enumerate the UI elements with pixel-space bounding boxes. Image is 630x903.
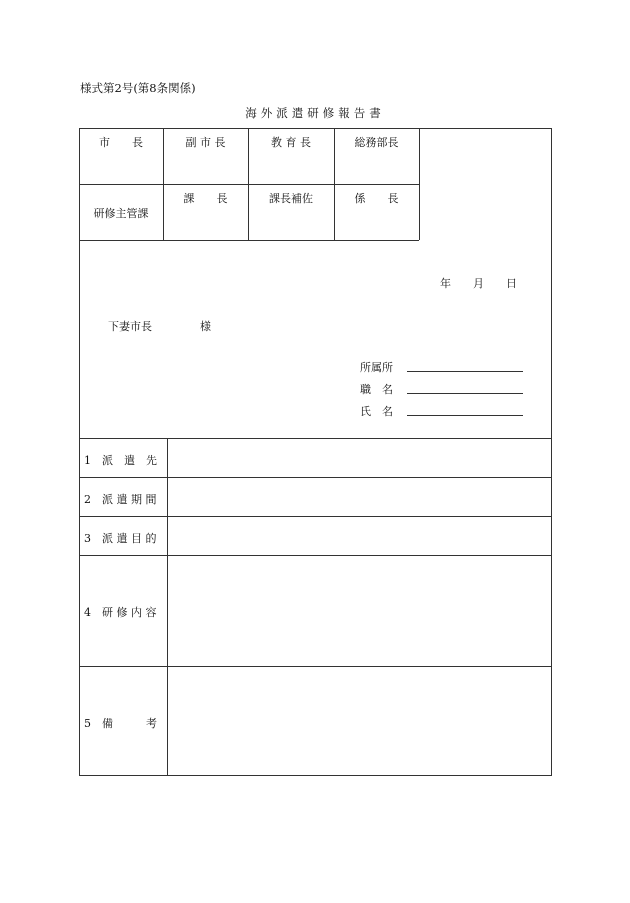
form-number-label: 様式第2号(第8条関係) — [80, 81, 196, 95]
item-row-period — [84, 491, 157, 507]
item-number: 2 — [84, 493, 91, 506]
destination-input-cell[interactable] — [168, 439, 551, 477]
item-number: 3 — [84, 532, 91, 545]
remarks-input-cell[interactable] — [168, 667, 551, 775]
item-label-remarks: 備 考 — [102, 717, 157, 730]
item-number: 1 — [84, 454, 91, 467]
approval-mayor-label: 市 長 — [99, 136, 143, 149]
approval-bottom-border — [79, 240, 419, 241]
item-label-training-content: 研 修 内 容 — [102, 606, 157, 619]
item-label-purpose: 派 遣 目 的 — [102, 532, 157, 545]
position-field-line[interactable] — [407, 393, 523, 394]
approval-general-affairs-director-label: 総務部長 — [354, 136, 399, 149]
approval-superintendent-label: 教 育 長 — [271, 136, 311, 149]
approval-assistant-chief-label: 課長補佐 — [269, 192, 313, 205]
period-input-cell[interactable] — [168, 478, 551, 516]
approval-row-divider — [79, 184, 419, 185]
approval-col-divider-4 — [419, 128, 420, 240]
item-row-purpose — [84, 530, 157, 546]
purpose-input-cell[interactable] — [168, 517, 551, 555]
approval-training-dept-label: 研修主管課 — [93, 207, 149, 220]
name-field-line[interactable] — [407, 415, 523, 416]
date-field: 年 月 日 — [440, 277, 517, 290]
item-row-destination — [84, 452, 157, 468]
item-row-training-content — [84, 604, 157, 620]
affiliation-field-line[interactable] — [407, 371, 523, 372]
training-content-input-cell[interactable] — [168, 556, 551, 666]
item-number: 5 — [84, 717, 91, 730]
item-number: 4 — [84, 606, 91, 619]
name-label: 氏 名 — [360, 405, 393, 418]
recipient-honorific: 様 — [200, 320, 211, 333]
approval-section-chief-label: 課 長 — [183, 192, 228, 205]
position-label: 職 名 — [360, 383, 393, 396]
document-title: 海外派遣研修報告書 — [245, 106, 385, 120]
recipient-name: 下妻市長 — [108, 320, 152, 333]
item-row-remarks — [84, 715, 157, 731]
approval-subsection-chief-label: 係 長 — [354, 192, 399, 205]
item-label-destination: 派 遣 先 — [102, 454, 157, 467]
item-label-period: 派 遣 期 間 — [102, 493, 157, 506]
approval-deputy-mayor-label: 副 市 長 — [185, 136, 226, 149]
affiliation-label: 所属所 — [360, 361, 393, 374]
